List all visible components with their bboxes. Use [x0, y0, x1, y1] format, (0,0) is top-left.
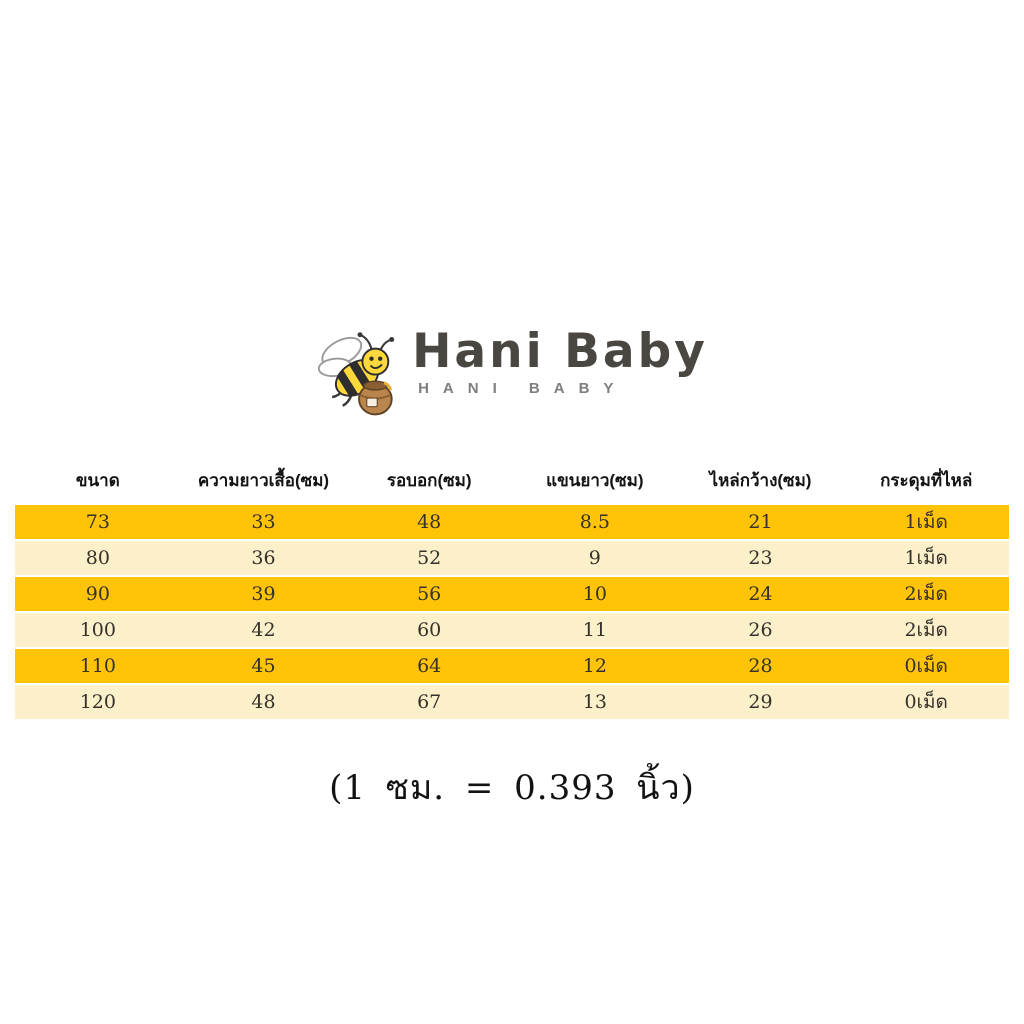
table-header-row — [15, 455, 1009, 505]
table-cell: 36 — [251, 547, 276, 569]
table-cell: 48 — [417, 511, 442, 533]
brand-title: Hani Baby — [412, 324, 708, 379]
bee-icon — [316, 328, 404, 424]
cm-to-inch-note: (1 ซม. = 0.393 นิ้ว) — [329, 768, 695, 808]
table-cell: 26 — [748, 619, 773, 641]
brand-wordmark — [412, 326, 708, 397]
table-cell: 11 — [582, 619, 607, 641]
table-cell: 80 — [85, 547, 110, 569]
table-row — [15, 649, 1009, 683]
table-cell: 29 — [748, 691, 773, 713]
header-chest: รอบอก(ซม) — [386, 470, 472, 490]
header-size: ขนาด — [75, 470, 120, 490]
table-cell: 90 — [85, 583, 110, 605]
table-cell: 45 — [251, 655, 276, 677]
header-shoulder-buttons: กระดุมที่ไหล่ — [880, 470, 973, 490]
header-shoulder-width: ไหล่กว้าง(ซม) — [709, 470, 812, 490]
table-cell: 2เม็ด — [904, 619, 948, 641]
header-shirt-length: ความยาวเสื้อ(ซม) — [197, 470, 330, 490]
table-cell: 110 — [79, 655, 116, 677]
table-cell: 1เม็ด — [904, 547, 948, 569]
size-table — [15, 455, 1009, 721]
table-row — [15, 541, 1009, 575]
brand-subtitle: HANI BABY — [418, 379, 628, 397]
table-row — [15, 613, 1009, 647]
table-cell: 100 — [79, 619, 116, 641]
table-cell: 8.5 — [579, 511, 610, 533]
table-cell: 9 — [588, 547, 601, 569]
table-cell: 0เม็ด — [904, 655, 948, 677]
table-cell: 1เม็ด — [904, 511, 948, 533]
table-row — [15, 685, 1009, 719]
table-cell: 28 — [748, 655, 773, 677]
table-cell: 39 — [251, 583, 276, 605]
table-cell: 60 — [417, 619, 442, 641]
table-cell: 10 — [582, 583, 607, 605]
table-cell: 56 — [417, 583, 442, 605]
table-cell: 13 — [582, 691, 607, 713]
table-cell: 12 — [582, 655, 607, 677]
table-row — [15, 505, 1009, 539]
table-cell: 120 — [79, 691, 116, 713]
table-cell: 0เม็ด — [904, 691, 948, 713]
table-row — [15, 577, 1009, 611]
table-cell: 73 — [85, 511, 110, 533]
header-sleeve-length: แขนยาว(ซม) — [546, 470, 644, 490]
table-cell: 24 — [748, 583, 773, 605]
table-cell: 42 — [251, 619, 276, 641]
table-cell: 33 — [251, 511, 276, 533]
table-cell: 2เม็ด — [904, 583, 948, 605]
table-cell: 23 — [748, 547, 773, 569]
table-cell: 21 — [748, 511, 773, 533]
brand-logo — [0, 326, 1024, 424]
table-cell: 67 — [417, 691, 442, 713]
table-cell: 64 — [417, 655, 442, 677]
table-cell: 52 — [417, 547, 442, 569]
table-cell: 48 — [251, 691, 276, 713]
